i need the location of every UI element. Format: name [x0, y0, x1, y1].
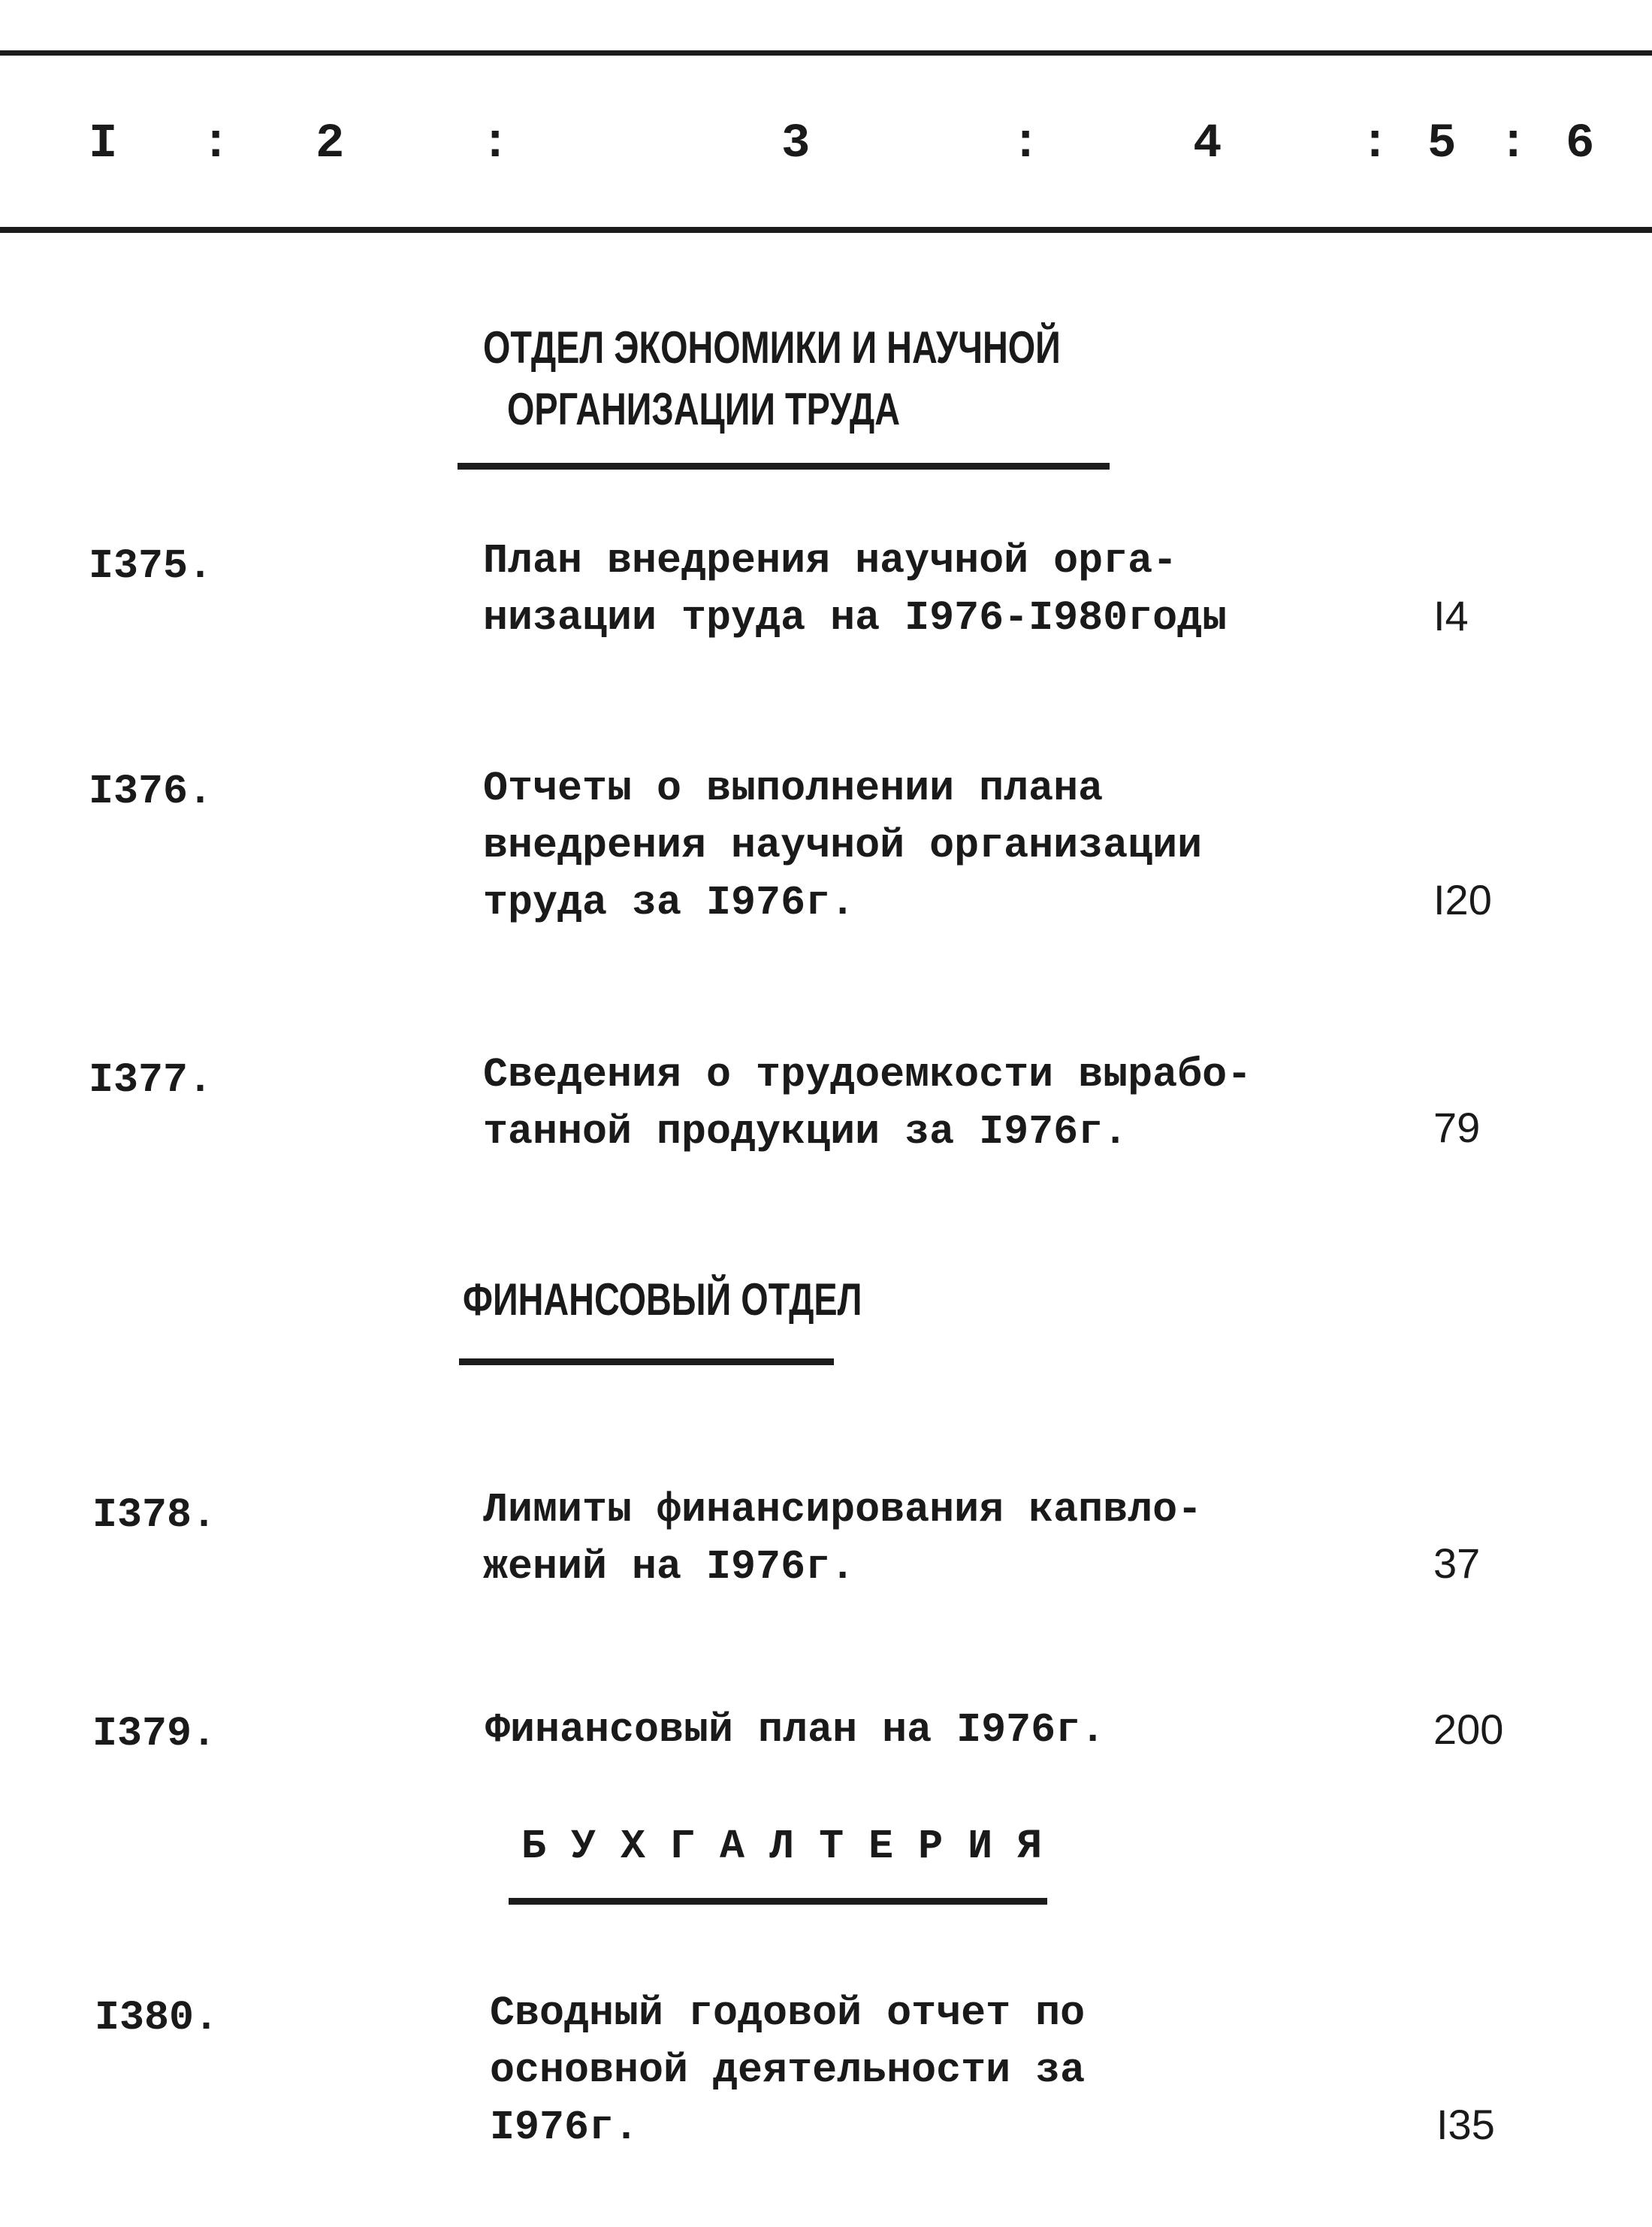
entry-title	[483, 1482, 1202, 1596]
entry-title-line: Финансовый план на I976г.	[485, 1706, 1106, 1754]
column-separator: :	[1499, 117, 1528, 171]
column-separator: :	[481, 117, 510, 171]
entry-title	[483, 533, 1227, 647]
column-3: 3	[781, 117, 811, 171]
entry-title-line: Сводный годовой отчет по	[490, 1990, 1086, 2037]
entry-number: I375.	[89, 542, 213, 590]
entry-count: 79	[1433, 1104, 1481, 1151]
entry-title-line: Отчеты о выполнении плана	[483, 765, 1104, 812]
column-separator: :	[201, 117, 231, 171]
entry-title-line: внедрения научной организации	[483, 822, 1203, 869]
entry-title	[490, 1985, 1085, 2156]
section-title: Б У Х Г А Л Т Е Р И Я	[521, 1823, 1043, 1870]
section-underline	[459, 1358, 834, 1365]
entry-title-line: Лимиты финансирования капвло-	[483, 1486, 1203, 1534]
entry-title-line: жений на I976г.	[483, 1543, 856, 1591]
section-underline	[458, 463, 1110, 470]
entry-title-line: I976г.	[490, 2104, 639, 2151]
section-title: ФИНАНСОВЫЙ ОТДЕЛ	[463, 1274, 862, 1325]
column-separator: :	[1361, 117, 1390, 171]
entry-number: I380.	[95, 1994, 219, 2041]
entry-title-line: основной деятельности за	[490, 2047, 1086, 2094]
column-6: 6	[1566, 117, 1595, 171]
entry-number: I379.	[92, 1710, 217, 1757]
entry-count: 37	[1433, 1540, 1481, 1587]
section-title: ОТДЕЛ ЭКОНОМИКИ И НАУЧНОЙ	[483, 322, 1061, 373]
entry-title	[483, 760, 1202, 932]
header-bottom-rule	[0, 227, 1652, 233]
entry-title-line: Сведения о трудоемкости вырабо-	[483, 1051, 1252, 1098]
entry-count: 200	[1433, 1706, 1504, 1753]
entry-number: I377.	[89, 1056, 213, 1104]
entry-number: I378.	[92, 1491, 217, 1539]
entry-title-line: низации труда на I976-I980годы	[483, 594, 1228, 642]
entry-number: I376.	[89, 768, 213, 815]
section-underline	[509, 1898, 1047, 1905]
section-title: ОРГАНИЗАЦИИ ТРУДА	[507, 384, 901, 434]
entry-title-line: танной продукции за I976г.	[483, 1108, 1128, 1156]
column-2: 2	[316, 117, 345, 171]
entry-title-line: труда за I976г.	[483, 879, 856, 926]
top-rule	[0, 50, 1652, 56]
entry-count: I20	[1433, 876, 1492, 923]
entry-count: I35	[1436, 2101, 1495, 2148]
entry-title	[485, 1702, 1105, 1759]
column-separator: :	[1011, 117, 1040, 171]
entry-title	[483, 1047, 1252, 1161]
entry-count: I4	[1433, 592, 1469, 639]
entry-title-line: План внедрения научной орга-	[483, 537, 1178, 585]
column-1: I	[89, 117, 118, 171]
column-5: 5	[1427, 117, 1457, 171]
column-4: 4	[1193, 117, 1222, 171]
